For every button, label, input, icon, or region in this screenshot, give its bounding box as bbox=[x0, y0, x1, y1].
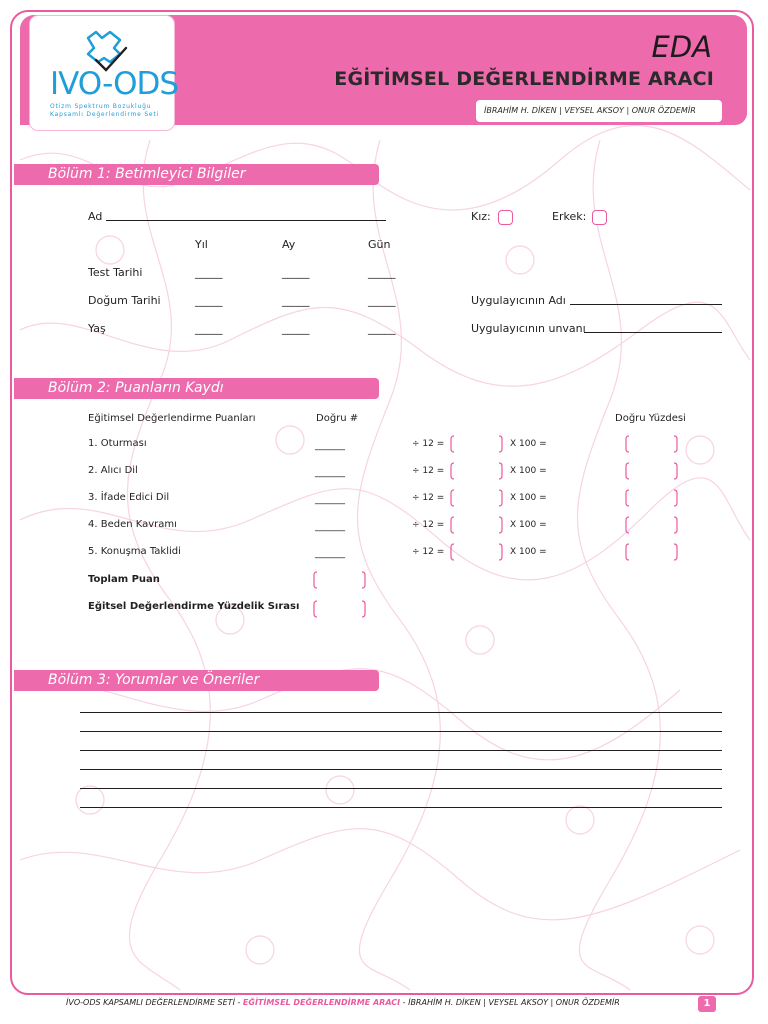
footer-left: İVO-ODS KAPSAMLI DEĞERLENDİRME SETİ - bbox=[66, 998, 243, 1007]
section-1-title: Bölüm 1: Betimleyici Bilgiler bbox=[48, 166, 246, 182]
score-item-label: 4. Beden Kavramı bbox=[88, 519, 177, 530]
examiner-name-label: Uygulayıcının Adı bbox=[471, 294, 566, 307]
test-month-field[interactable]: _____ bbox=[282, 266, 310, 279]
eda-title: EDA bbox=[651, 30, 712, 64]
ratio-field[interactable] bbox=[449, 462, 504, 480]
score-item-label: 2. Alıcı Dil bbox=[88, 465, 138, 476]
times-label: X 100 = bbox=[510, 439, 547, 449]
page-number: 1 bbox=[698, 996, 716, 1012]
ratio-field[interactable] bbox=[449, 516, 504, 534]
col-year: Yıl bbox=[195, 238, 208, 251]
col-day: Gün bbox=[368, 238, 391, 251]
ratio-field[interactable] bbox=[449, 489, 504, 507]
divide-label: ÷ 12 = bbox=[412, 520, 445, 530]
logo-name: IVO-ODS bbox=[50, 66, 179, 102]
correct-count-field[interactable]: ______ bbox=[315, 548, 345, 559]
total-score-field[interactable] bbox=[312, 571, 367, 589]
comment-line[interactable] bbox=[80, 807, 722, 808]
times-label: X 100 = bbox=[510, 547, 547, 557]
birth-month-field[interactable]: _____ bbox=[282, 294, 310, 307]
divide-label: ÷ 12 = bbox=[412, 493, 445, 503]
comment-line[interactable] bbox=[80, 769, 722, 770]
examiner-title-field[interactable] bbox=[584, 332, 722, 333]
ratio-field[interactable] bbox=[449, 435, 504, 453]
percent-header: Doğru Yüzdesi bbox=[615, 413, 686, 424]
comment-line[interactable] bbox=[80, 750, 722, 751]
name-label: Ad bbox=[88, 210, 103, 223]
name-field[interactable] bbox=[106, 220, 386, 221]
girl-label: Kız: bbox=[471, 210, 491, 223]
age-month-field[interactable]: _____ bbox=[282, 322, 310, 335]
correct-count-field[interactable]: ______ bbox=[315, 440, 345, 451]
percent-field[interactable] bbox=[624, 489, 679, 507]
footer-right: - İBRAHİM H. DİKEN | VEYSEL AKSOY | ONUR ÖZDEMİR bbox=[400, 998, 620, 1007]
score-item-label: 5. Konuşma Taklidi bbox=[88, 546, 181, 557]
age-day-field[interactable]: _____ bbox=[368, 322, 396, 335]
examiner-title-label: Uygulayıcının unvanı bbox=[471, 322, 586, 335]
total-label: Toplam Puan bbox=[88, 574, 160, 585]
score-item-label: 1. Oturması bbox=[88, 438, 147, 449]
comment-line[interactable] bbox=[80, 788, 722, 789]
ratio-field[interactable] bbox=[449, 543, 504, 561]
test-date-label: Test Tarihi bbox=[88, 266, 143, 279]
test-day-field[interactable]: _____ bbox=[368, 266, 396, 279]
footer-middle: EĞİTİMSEL DEĞERLENDİRME ARACI bbox=[242, 998, 401, 1007]
score-item-label: 3. İfade Edici Dil bbox=[88, 492, 170, 503]
times-label: X 100 = bbox=[510, 466, 547, 476]
birth-year-field[interactable]: _____ bbox=[195, 294, 223, 307]
examiner-name-field[interactable] bbox=[570, 304, 722, 305]
page-title: EĞİTİMSEL DEĞERLENDİRME ARACI bbox=[334, 68, 714, 90]
logo-subtitle: Otizm Spektrum Bozukluğu Kapsamlı Değerlendirme Seti bbox=[50, 103, 160, 118]
times-label: X 100 = bbox=[510, 520, 547, 530]
comment-line[interactable] bbox=[80, 712, 722, 713]
comment-line[interactable] bbox=[80, 731, 722, 732]
section-3-title: Bölüm 3: Yorumlar ve Öneriler bbox=[48, 672, 260, 688]
divide-label: ÷ 12 = bbox=[412, 439, 445, 449]
age-label: Yaş bbox=[88, 322, 106, 335]
percentile-field[interactable] bbox=[312, 600, 367, 618]
correct-count-field[interactable]: ______ bbox=[315, 467, 345, 478]
percentile-label: Eğitsel Değerlendirme Yüzdelik Sırası bbox=[88, 601, 300, 612]
test-year-field[interactable]: _____ bbox=[195, 266, 223, 279]
percent-field[interactable] bbox=[624, 543, 679, 561]
percent-field[interactable] bbox=[624, 516, 679, 534]
scores-header: Eğitimsel Değerlendirme Puanları bbox=[88, 413, 256, 424]
footer bbox=[66, 998, 620, 1007]
boy-label: Erkek: bbox=[552, 210, 587, 223]
times-label: X 100 = bbox=[510, 493, 547, 503]
divide-label: ÷ 12 = bbox=[412, 466, 445, 476]
correct-count-field[interactable]: ______ bbox=[315, 521, 345, 532]
authors: İBRAHİM H. DİKEN | VEYSEL AKSOY | ONUR ÖZDEMİR bbox=[484, 106, 696, 115]
section-2-title: Bölüm 2: Puanların Kaydı bbox=[48, 380, 224, 396]
divide-label: ÷ 12 = bbox=[412, 547, 445, 557]
correct-header: Doğru # bbox=[316, 413, 359, 424]
birth-day-field[interactable]: _____ bbox=[368, 294, 396, 307]
age-year-field[interactable]: _____ bbox=[195, 322, 223, 335]
correct-count-field[interactable]: ______ bbox=[315, 494, 345, 505]
birth-date-label: Doğum Tarihi bbox=[88, 294, 161, 307]
girl-checkbox[interactable] bbox=[498, 210, 513, 225]
col-month: Ay bbox=[282, 238, 296, 251]
percent-field[interactable] bbox=[624, 435, 679, 453]
boy-checkbox[interactable] bbox=[592, 210, 607, 225]
percent-field[interactable] bbox=[624, 462, 679, 480]
